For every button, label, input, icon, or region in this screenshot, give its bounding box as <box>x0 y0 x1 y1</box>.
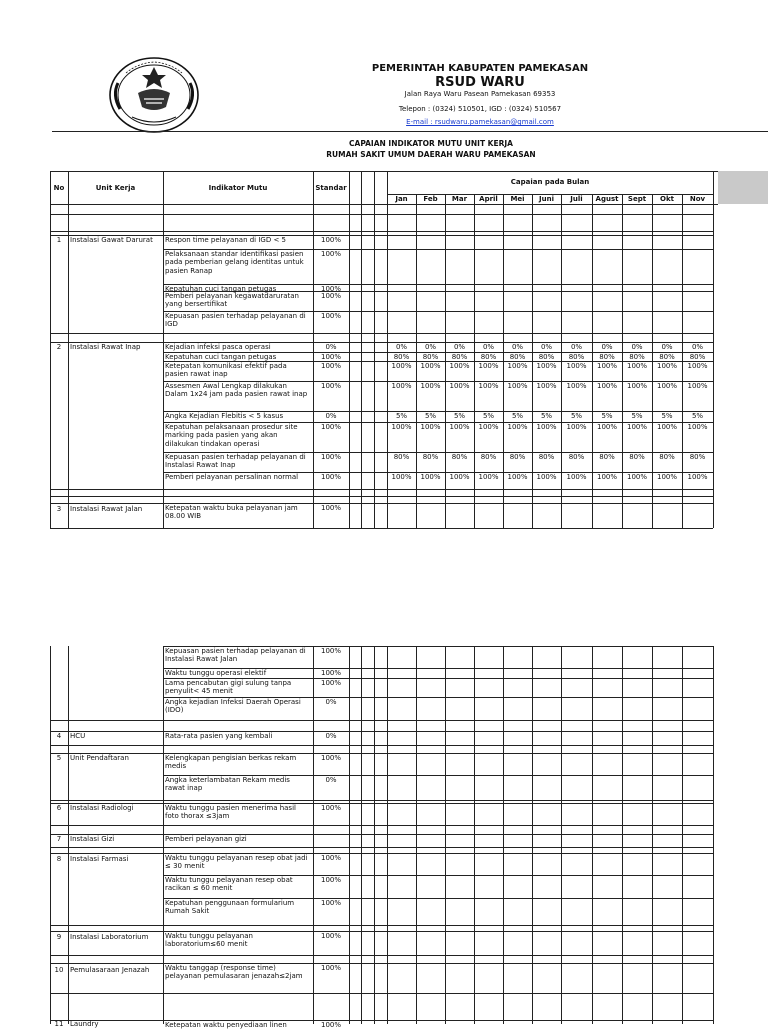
month-value: 100% <box>687 382 708 390</box>
indicator-text: Dalam 1x24 jam pada pasien rawat inap <box>165 390 308 399</box>
indicator-text: rawat inap <box>165 784 203 793</box>
month-value: 80% <box>599 353 615 361</box>
month-value: 100% <box>391 423 412 431</box>
table-rule <box>50 963 713 964</box>
month-value: 80% <box>422 353 439 361</box>
unit-name: Unit Pendaftaran <box>70 754 129 762</box>
table-rule <box>622 646 623 1024</box>
table-rule <box>50 731 713 732</box>
month-value: 100% <box>596 473 617 481</box>
indicator-text: laboratorium≤60 menit <box>165 940 248 949</box>
month-value: 5% <box>661 412 673 420</box>
table-rule <box>50 204 718 205</box>
month-value: 5% <box>631 412 643 420</box>
table-rule <box>50 333 713 334</box>
standard-value: 100% <box>320 804 341 812</box>
month-value: 80% <box>689 453 706 461</box>
month-value: 100% <box>626 423 647 431</box>
month-value: 5% <box>540 412 553 420</box>
month-value: 100% <box>420 423 441 431</box>
month-value: 80% <box>480 453 497 461</box>
table-rule <box>163 646 164 1024</box>
unit-number: 3 <box>56 505 62 513</box>
table-rule <box>50 503 713 504</box>
column-header-month: Nov <box>689 195 706 203</box>
table-rule <box>416 646 417 1024</box>
indicator-text: Kepuasan pasien terhadap pelayanan di <box>165 312 306 320</box>
government-name: PEMERINTAH KABUPATEN PAMEKASAN <box>371 63 589 74</box>
standard-value: 100% <box>320 504 341 512</box>
month-value: 100% <box>656 473 677 481</box>
indicator-text: Angka kejadian Infeksi Daerah Operasi <box>165 698 301 706</box>
unit-name: Instalasi Gawat Darurat <box>70 236 153 244</box>
month-value: 0% <box>691 343 704 351</box>
indicator-text: Ketepatan waktu penyediaan linen <box>165 1021 287 1029</box>
unit-name: Instalasi Farmasi <box>70 855 129 863</box>
month-value: 5% <box>424 412 437 420</box>
month-value: 100% <box>478 382 499 390</box>
header-shade <box>718 171 768 204</box>
column-header-month: Agust <box>595 195 619 203</box>
month-value: 100% <box>449 362 470 370</box>
month-value: 5% <box>453 412 466 420</box>
month-value: 80% <box>568 453 585 461</box>
month-value: 100% <box>536 423 557 431</box>
month-value: 80% <box>509 353 526 361</box>
table-rule <box>652 646 653 1024</box>
letterhead-rule <box>52 131 768 132</box>
indicator-text: 08.00 WIB <box>165 512 202 521</box>
month-value: 80% <box>659 453 675 461</box>
table-rule <box>50 745 713 746</box>
column-header-month: April <box>479 195 498 203</box>
indicator-text: Waktu tanggap (response time) <box>165 964 276 972</box>
month-value: 80% <box>393 353 410 361</box>
month-value: 0% <box>395 343 408 351</box>
month-value: 80% <box>538 353 555 361</box>
table-rule <box>50 800 713 801</box>
unit-name: Instalasi Rawat Inap <box>70 343 141 351</box>
unit-number: 4 <box>56 732 62 740</box>
unit-number: 8 <box>56 855 62 863</box>
month-value: 100% <box>687 423 708 431</box>
month-value: 100% <box>449 423 470 431</box>
month-value: 100% <box>626 362 647 370</box>
month-value: 100% <box>449 473 470 481</box>
month-value: 0% <box>601 343 613 351</box>
month-value: 100% <box>566 423 587 431</box>
table-rule <box>50 803 713 804</box>
standard-value: 0% <box>325 698 337 706</box>
column-header-month: Mei <box>510 195 525 203</box>
month-value: 100% <box>656 362 677 370</box>
month-value: 100% <box>507 423 528 431</box>
indicator-text: medis <box>165 762 187 771</box>
column-header-month: Jan <box>395 195 408 203</box>
month-value: 100% <box>478 473 499 481</box>
standard-value: 100% <box>320 854 341 862</box>
column-header-month: Sept <box>627 195 647 203</box>
indicator-text: Rumah Sakit <box>165 907 210 916</box>
standard-value: 100% <box>320 312 341 320</box>
month-value: 80% <box>629 453 645 461</box>
month-value: 100% <box>507 473 528 481</box>
table-rule <box>387 646 388 1024</box>
column-header-month: Feb <box>423 195 438 203</box>
unit-name: Laundry <box>70 1020 99 1028</box>
month-value: 0% <box>511 343 524 351</box>
indicator-text: marking pada pasien yang akan <box>165 431 278 440</box>
month-value: 100% <box>566 362 587 370</box>
month-value: 80% <box>422 453 439 461</box>
unit-name: Instalasi Laboratorium <box>70 933 149 941</box>
standard-value: 100% <box>320 362 341 370</box>
indicator-text: Rata-rata pasien yang kembali <box>165 732 273 740</box>
table-rule <box>50 925 713 926</box>
table-rule <box>592 646 593 1024</box>
indicator-text: Instalasi Rawat Jalan <box>165 655 238 664</box>
indicator-text: Waktu tunggu pelayanan resep obat jadi <box>165 854 308 862</box>
indicator-text: Pemberi pelayanan persalinan normal <box>165 473 299 481</box>
month-value: 100% <box>449 382 470 390</box>
column-header-month: Okt <box>660 195 674 203</box>
unit-name: HCU <box>70 732 86 740</box>
indicator-text: foto thorax ≤3jam <box>165 812 230 821</box>
table-rule <box>50 720 713 721</box>
unit-number: 7 <box>56 835 62 843</box>
unit-number: 11 <box>54 1020 64 1028</box>
month-value: 0% <box>482 343 495 351</box>
table-rule <box>532 646 533 1024</box>
column-header-month: Juli <box>570 195 583 203</box>
hospital-emblem-logo <box>108 55 200 135</box>
unit-number: 10 <box>54 966 64 974</box>
indicator-text: Pemberi pelayanan gizi <box>165 835 247 843</box>
month-value: 100% <box>566 382 587 390</box>
month-value: 80% <box>689 353 706 361</box>
standard-value: 100% <box>320 382 341 390</box>
indicator-text: Respon time pelayanan di IGD < 5 <box>165 236 286 244</box>
month-value: 0% <box>453 343 466 351</box>
indicator-text: Waktu tunggu operasi elektif <box>165 669 267 677</box>
unit-name: Instalasi Gizi <box>70 835 115 843</box>
indicator-text: IGD <box>165 320 178 329</box>
standard-value: 100% <box>320 236 341 244</box>
month-value: 100% <box>596 423 617 431</box>
table-rule <box>50 528 713 529</box>
table-rule <box>50 753 713 754</box>
month-value: 80% <box>629 353 645 361</box>
month-value: 80% <box>509 453 526 461</box>
month-value: 0% <box>631 343 643 351</box>
month-value: 80% <box>538 453 555 461</box>
standard-value: 100% <box>320 964 341 972</box>
indicator-text: Waktu tunggu pelayanan <box>165 932 253 940</box>
standard-value: 100% <box>320 669 341 677</box>
table-rule <box>50 853 713 854</box>
month-value: 0% <box>661 343 673 351</box>
standard-value: 100% <box>320 754 341 762</box>
indicator-text: Kepatuhan cuci tangan petugas <box>165 353 277 361</box>
column-header-months-group: Capaian pada Bulan <box>510 178 590 186</box>
month-value: 100% <box>507 362 528 370</box>
table-rule <box>50 171 718 172</box>
indicator-text: Kelengkapan pengisian berkas rekam <box>165 754 297 762</box>
indicator-text: Waktu tunggu pasien menerima hasil <box>165 804 296 812</box>
unit-number: 2 <box>56 343 62 351</box>
standard-value: 0% <box>325 732 337 740</box>
indicator-text: pada pemberian gelang identitas untuk <box>165 258 304 267</box>
standard-value: 100% <box>320 679 341 687</box>
indicator-text: Assesmen Awal Lengkap dilakukan <box>165 382 287 390</box>
standard-value: 100% <box>320 473 341 481</box>
table-rule <box>474 646 475 1024</box>
table-rule <box>50 231 713 232</box>
indicator-text: pasien Ranap <box>165 266 213 275</box>
column-header-unit: Unit Kerja <box>95 184 136 192</box>
table-rule <box>561 646 562 1024</box>
standard-value: 0% <box>325 412 337 420</box>
table-rule <box>50 496 713 497</box>
table-rule <box>349 171 350 528</box>
column-header-month: Mar <box>451 195 468 203</box>
standard-value: 100% <box>320 899 341 907</box>
month-value: 80% <box>480 353 497 361</box>
table-rule <box>713 646 714 1024</box>
indicator-text: Instalasi Rawat Inap <box>165 461 236 470</box>
indicator-text: Kepuasan pasien terhadap pelayanan di <box>165 647 306 655</box>
indicator-text: pasien rawat inap <box>165 370 228 379</box>
indicator-text: Pemberi pelayanan kegawatdaruratan <box>165 292 299 300</box>
month-value: 5% <box>570 412 583 420</box>
standard-value: 100% <box>320 647 341 655</box>
month-value: 100% <box>566 473 587 481</box>
month-value: 80% <box>393 453 410 461</box>
table-rule <box>50 825 713 826</box>
month-value: 100% <box>391 473 412 481</box>
month-value: 80% <box>568 353 585 361</box>
month-value: 5% <box>601 412 613 420</box>
unit-name: Instalasi Rawat Jalan <box>70 505 143 513</box>
month-value: 100% <box>507 382 528 390</box>
indicator-text: Angka Kejadian Flebitis < 5 kasus <box>165 412 284 420</box>
indicator-text: Kepatuhan cuci tangan petugas <box>165 285 277 293</box>
standard-value: 100% <box>320 250 341 258</box>
month-value: 100% <box>656 423 677 431</box>
report-subtitle: RUMAH SAKIT UMUM DAERAH WARU PAMEKASAN <box>326 150 536 159</box>
table-rule <box>50 955 713 956</box>
table-rule <box>713 171 714 204</box>
table-rule <box>349 646 350 1024</box>
month-value: 5% <box>691 412 704 420</box>
month-value: 100% <box>596 382 617 390</box>
standard-value: 0% <box>325 343 337 351</box>
month-value: 100% <box>478 423 499 431</box>
table-rule <box>50 993 713 994</box>
month-value: 100% <box>626 473 647 481</box>
unit-number: 6 <box>56 804 62 812</box>
standard-value: 100% <box>320 876 341 884</box>
standard-value: 100% <box>320 353 341 361</box>
indicator-text: Kepuasan pasien terhadap pelayanan di <box>165 453 306 461</box>
table-rule <box>445 646 446 1024</box>
table-rule <box>50 1020 713 1021</box>
table-rule <box>374 646 375 1024</box>
unit-number: 5 <box>56 754 62 762</box>
standard-value: 100% <box>320 453 341 461</box>
unit-name: Instalasi Radiologi <box>70 804 134 812</box>
column-header-month: Juni <box>539 195 554 203</box>
table-rule <box>682 646 683 1024</box>
indicator-text: (IDO) <box>165 706 184 715</box>
table-rule <box>68 171 69 528</box>
column-header-standard: Standar <box>315 184 347 192</box>
indicator-text: penyulit< 45 menit <box>165 687 233 696</box>
table-rule <box>50 847 713 848</box>
table-rule <box>163 171 164 528</box>
month-value: 5% <box>511 412 524 420</box>
indicator-text: pelayanan pemulasaran jenazah≤2jam <box>165 972 303 981</box>
month-value: 80% <box>659 353 675 361</box>
column-header-no: No <box>53 184 65 192</box>
indicator-text: Ketepatan waktu buka pelayanan jam <box>165 504 298 512</box>
month-value: 100% <box>656 382 677 390</box>
table-rule <box>361 171 362 528</box>
indicator-text: Kepatuhan pelaksanaan prosedur site <box>165 423 298 431</box>
column-header-indicator: Indikator Mutu <box>208 184 268 192</box>
table-rule <box>50 489 713 490</box>
month-value: 0% <box>570 343 583 351</box>
indicator-text: Angka keterlambatan Rekam medis <box>165 776 290 784</box>
hospital-address: Jalan Raya Waru Pasean Pamekasan 69353 <box>404 90 556 98</box>
table-rule <box>50 834 713 835</box>
month-value: 100% <box>596 362 617 370</box>
indicator-text: Kepatuhan penggunaan formularium <box>165 899 295 907</box>
unit-name: Pemulasaraan Jenazah <box>70 966 150 974</box>
month-value: 100% <box>391 362 412 370</box>
month-value: 100% <box>420 382 441 390</box>
month-value: 80% <box>451 453 468 461</box>
table-rule <box>50 931 713 932</box>
month-value: 80% <box>599 453 615 461</box>
indicator-text: yang bersertifikat <box>165 300 228 309</box>
month-value: 100% <box>420 362 441 370</box>
month-value: 100% <box>478 362 499 370</box>
month-value: 0% <box>540 343 553 351</box>
month-value: 100% <box>391 382 412 390</box>
indicator-text: Ketepatan komunikasi efektif pada <box>165 362 287 370</box>
table-rule <box>361 646 362 1024</box>
standard-value: 100% <box>320 292 341 300</box>
indicator-text: Lama pencabutan gigi sulung tanpa <box>165 679 292 687</box>
table-rule <box>713 194 714 528</box>
indicator-text: Pelaksanaan standar identifikasi pasien <box>165 250 304 258</box>
month-value: 80% <box>451 353 468 361</box>
indicator-text: Waktu tunggu pelayanan resep obat <box>165 876 293 884</box>
standard-value: 100% <box>320 1021 341 1029</box>
month-value: 5% <box>482 412 495 420</box>
hospital-email-link[interactable]: E-mail : rsudwaru.pamekasan@gmail.com <box>406 118 554 126</box>
standard-value: 100% <box>320 285 341 293</box>
table-rule <box>50 214 713 215</box>
standard-value: 100% <box>320 423 341 431</box>
month-value: 100% <box>536 362 557 370</box>
month-value: 100% <box>687 362 708 370</box>
table-rule <box>68 646 69 1024</box>
table-rule <box>503 646 504 1024</box>
indicator-text: racikan ≤ 60 menit <box>165 884 233 893</box>
month-value: 100% <box>536 382 557 390</box>
month-value: 5% <box>395 412 408 420</box>
indicator-text: Kejadian infeksi pasca operasi <box>165 343 271 351</box>
month-value: 0% <box>424 343 437 351</box>
month-value: 100% <box>687 473 708 481</box>
month-value: 100% <box>536 473 557 481</box>
hospital-phone: Telepon : (0324) 510501, IGD : (0324) 510567 <box>398 105 562 113</box>
unit-number: 1 <box>56 236 62 244</box>
standard-value: 0% <box>325 776 337 784</box>
hospital-name: RSUD WARU <box>435 75 525 90</box>
standard-value: 100% <box>320 932 341 940</box>
indicator-text: dilakukan tindakan operasi <box>165 439 260 448</box>
month-value: 100% <box>420 473 441 481</box>
unit-number: 9 <box>56 933 62 941</box>
table-rule <box>374 171 375 528</box>
report-title: CAPAIAN INDIKATOR MUTU UNIT KERJA <box>349 139 513 148</box>
indicator-text: ≤ 30 menit <box>165 862 205 871</box>
month-value: 100% <box>626 382 647 390</box>
